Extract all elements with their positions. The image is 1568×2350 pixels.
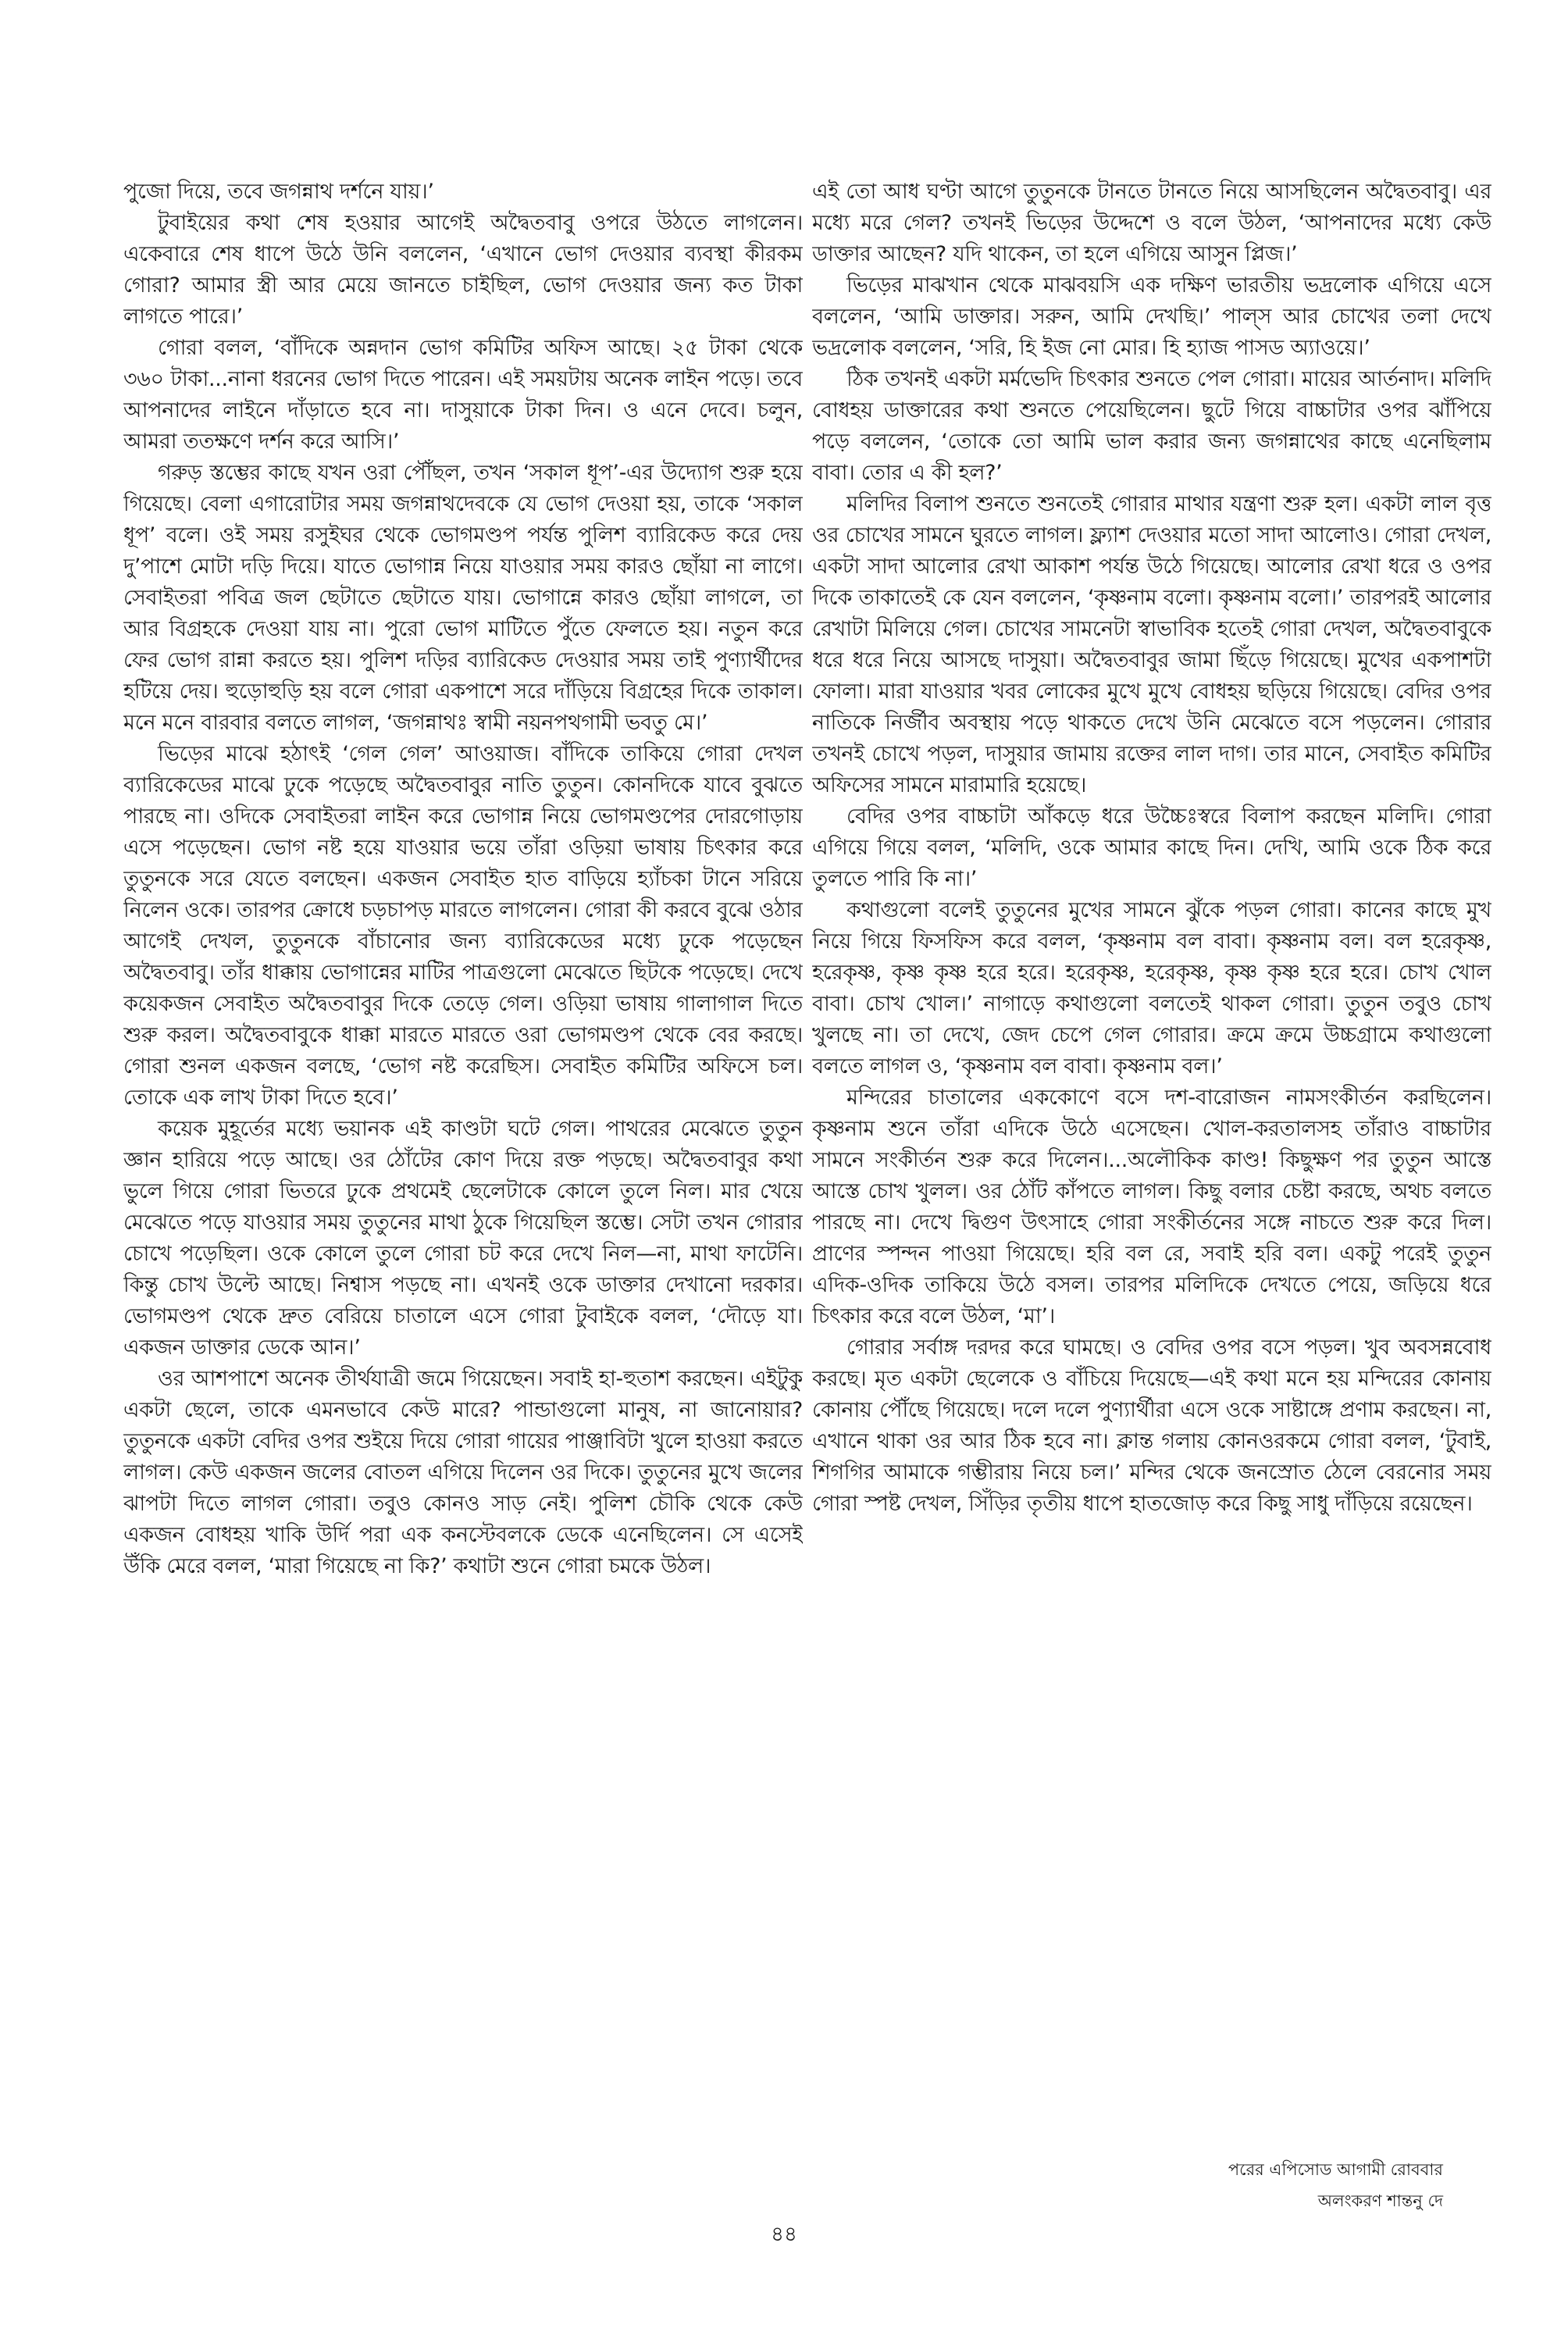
paragraph: ভিড়ের মাঝে হঠাৎই ‘গেল গেল’ আওয়াজ। বাঁদিকে তাকিয়ে গোরা দেখল ব্যারিকেডের মাঝে ঢুকে পড়েছে অদ্বৈতবাবুর নাতি তুতুন। কোনদিকে যাবে বুঝতে পারছে না। ওদিকে সেবাইতরা লাইন করে ভোগান্ন নিয়ে ভোগমণ্ডপের দোরগোড়ায় এসে পড়েছেন। ভোগ নষ্ট হয়ে যাওয়ার ভয়ে তাঁরা ওড়িয়া ভাষায় চিৎকার করে তুতুনকে সরে যেতে বলছেন। একজন সেবাইত হাত বাড়িয়ে হ্যাঁচকা টানে সরিয়ে নিলেন ওকে। তারপর ক্রোধে চড়চাপড় মারতে লাগলেন। গোরা কী করবে বুঝে ওঠার আগেই দেখল, তুতুনকে বাঁচানোর জন্য ব্যারিকেডের মধ্যে ঢুকে পড়েছেন অদ্বৈতবাবু। তাঁর ধাক্কায় ভোগান্নের মাটির পাত্রগুলো মেঝেতে ছিটকে পড়েছে। দেখে কয়েকজন সেবাইত অদ্বৈতবাবুর দিকে তেড়ে গেল। ওড়িয়া ভাষায় গালাগাল দিতে শুরু করল। অদ্বৈতবাবুকে ধাক্কা মারতে মারতে ওরা ভোগমণ্ডপ থেকে বের করছে। গোরা শুনল একজন বলছে, ‘ভোগ নষ্ট করেছিস। সেবাইত কমিটির অফিসে চল। তোকে এক লাখ টাকা দিতে হবে।’: [123, 742, 803, 1110]
paragraph: গোরা বলল, ‘বাঁদিকে অন্নদান ভোগ কমিটির অফিস আছে। ২৫ টাকা থেকে ৩৬০ টাকা...নানা ধরনের ভোগ দিতে পারেন। এই সময়টায় অনেক লাইন পড়ে। তবে আপনাদের লাইনে দাঁড়াতে হবে না। দাসুয়াকে টাকা দিন। ও এনে দেবে। চলুন, আমরা ততক্ষণে দর্শন করে আসি।’: [123, 336, 803, 454]
paragraph: ভিড়ের মাঝখান থেকে মাঝবয়সি এক দক্ষিণ ভারতীয় ভদ্রলোক এগিয়ে এসে বললেন, ‘আমি ডাক্তার। সরুন, আমি দেখছি।’ পাল্‌স আর চোখের তলা দেখে ভদ্রলোক বললেন, ‘সরি, হি ইজ নো মোর। হি হ্যাজ পাসড অ্যাওয়ে।’: [812, 273, 1491, 360]
next-episode-note: পরের এপিসোড আগামী রোববার: [1228, 2160, 1443, 2179]
paragraph: গরুড় স্তম্ভের কাছে যখন ওরা পৌঁছল, তখন ‘সকাল ধূপ’-এর উদ্যোগ শুরু হয়ে গিয়েছে। বেলা এগারোটার সময় জগন্নাথদেবকে যে ভোগ দেওয়া হয়, তাকে ‘সকাল ধূপ’ বলে। ওই সময় রসুইঘর থেকে ভোগমণ্ডপ পর্যন্ত পুলিশ ব্যারিকেড করে দেয় দু’পাশে মোটা দড়ি দিয়ে। যাতে ভোগান্ন নিয়ে যাওয়ার সময় কারও ছোঁয়া না লাগে। সেবাইতরা পবিত্র জল ছেটাতে ছেটাতে যায়। ভোগান্নে কারও ছোঁয়া লাগলে, তা আর বিগ্রহকে দেওয়া যায় না। পুরো ভোগ মাটিতে পুঁতে ফেলতে হয়। নতুন করে ফের ভোগ রান্না করতে হয়। পুলিশ দড়ির ব্যারিকেড দেওয়ার সময় তাই পুণ্যার্থীদের হটিয়ে দেয়। হুড়োহুড়ি হয় বলে গোরা একপাশে সরে দাঁড়িয়ে বিগ্রহের দিকে তাকাল। মনে মনে বারবার বলতে লাগল, ‘জগন্নাথঃ স্বামী নয়নপথগামী ভবতু মে।’: [123, 461, 803, 735]
paragraph: কথাগুলো বলেই তুতুনের মুখের সামনে ঝুঁকে পড়ল গোরা। কানের কাছে মুখ নিয়ে গিয়ে ফিসফিস করে বলল, ‘কৃষ্ণনাম বল বাবা। কৃষ্ণনাম বল। বল হরেকৃষ্ণ, হরেকৃষ্ণ, কৃষ্ণ কৃষ্ণ হরে হরে। হরেকৃষ্ণ, হরেকৃষ্ণ, কৃষ্ণ কৃষ্ণ হরে হরে। চোখ খোল বাবা। চোখ খোল।’ নাগাড়ে কথাগুলো বলতেই থাকল গোরা। তুতুন তবুও চোখ খুলছে না। তা দেখে, জেদ চেপে গেল গোরার। ক্রমে ক্রমে উচ্চগ্রামে কথাগুলো বলতে লাগল ও, ‘কৃষ্ণনাম বল বাবা। কৃষ্ণনাম বল।’: [812, 898, 1491, 1079]
paragraph: মলিদির বিলাপ শুনতে শুনতেই গোরার মাথার যন্ত্রণা শুরু হল। একটা লাল বৃত্ত ওর চোখের সামনে ঘুরতে লাগল। ফ্ল্যাশ দেওয়ার মতো সাদা আলোও। গোরা দেখল, একটা সাদা আলোর রেখা আকাশ পর্যন্ত উঠে গিয়েছে। আলোর রেখা ধরে ও ওপর দিকে তাকাতেই কে যেন বললেন, ‘কৃষ্ণনাম বলো। কৃষ্ণনাম বলো।’ তারপরই আলোর রেখাটা মিলিয়ে গেল। চোখের সামনেটা স্বাভাবিক হতেই গোরা দেখল, অদ্বৈতবাবুকে ধরে ধরে নিয়ে আসছে দাসুয়া। অদ্বৈতবাবুর জামা ছিঁড়ে গিয়েছে। মুখের একপাশটা ফোলা। মারা যাওয়ার খবর লোকের মুখে মুখে বোধহয় ছড়িয়ে গিয়েছে। বেদির ওপর নাতিকে নির্জীব অবস্থায় পড়ে থাকতে দেখে উনি মেঝেতে বসে পড়লেন। গোরার তখনই চোখে পড়ল, দাসুয়ার জামায় রক্তের লাল দাগ। তার মানে, সেবাইত কমিটির অফিসের সামনে মারামারি হয়েছে।: [812, 492, 1491, 797]
paragraph: টুবাইয়ের কথা শেষ হওয়ার আগেই অদ্বৈতবাবু ওপরে উঠতে লাগলেন। একেবারে শেষ ধাপে উঠে উনি বললেন, ‘এখানে ভোগ দেওয়ার ব্যবস্থা কীরকম গোরা? আমার স্ত্রী আর মেয়ে জানতে চাইছিল, ভোগ দেওয়ার জন্য কত টাকা লাগতে পারে।’: [123, 211, 803, 329]
right-column: [812, 177, 1491, 2191]
page-number: ৪৪: [771, 2223, 797, 2246]
paragraph: ওর আশপাশে অনেক তীর্থযাত্রী জমে গিয়েছেন। সবাই হা-হুতাশ করছেন। এইটুকু একটা ছেলে, তাকে এমনভাবে কেউ মারে? পান্ডাগুলো মানুষ, না জানোয়ার? তুতুনকে একটা বেদির ওপর শুইয়ে দিয়ে গোরা গায়ের পাঞ্জাবিটা খুলে হাওয়া করতে লাগল। কেউ একজন জলের বোতল এগিয়ে দিলেন ওর দিকে। তুতুনের মুখে জলের ঝাপটা দিতে লাগল গোরা। তবুও কোনও সাড় নেই। পুলিশ চৌকি থেকে কেউ একজন বোধহয় খাকি উর্দি পরা এক কনস্টেবলকে ডেকে এনেছিলেন। সে এসেই উঁকি মেরে বলল, ‘মারা গিয়েছে না কি?’ কথাটা শুনে গোরা চমকে উঠল।: [123, 1367, 803, 1578]
paragraph: মন্দিরের চাতালের এককোণে বসে দশ-বারোজন নামসংকীর্তন করছিলেন। কৃষ্ণনাম শুনে তাঁরা এদিকে উঠে এসেছেন। খোল-করতালসহ তাঁরাও বাচ্চাটার সামনে সংকীর্তন শুরু করে দিলেন।...অলৌকিক কাণ্ড! কিছুক্ষণ পর তুতুন আস্তে আস্তে চোখ খুলল। ওর ঠোঁট কাঁপতে লাগল। কিছু বলার চেষ্টা করছে, অথচ বলতে পারছে না। দেখে দ্বিগুণ উৎসাহে গোরা সংকীর্তনের সঙ্গে নাচতে শুরু করে দিল। প্রাণের স্পন্দন পাওয়া গিয়েছে। হরি বল রে, সবাই হরি বল। একটু পরেই তুতুন এদিক-ওদিক তাকিয়ে উঠে বসল। তারপর মলিদিকে দেখতে পেয়ে, জড়িয়ে ধরে চিৎকার করে বলে উঠল, ‘মা’।: [812, 1086, 1491, 1328]
paragraph: ঠিক তখনই একটা মর্মভেদি চিৎকার শুনতে পেল গোরা। মায়ের আর্তনাদ। মলিদি বোধহয় ডাক্তারের কথা শুনতে পেয়েছিলেন। ছুটে গিয়ে বাচ্চাটার ওপর ঝাঁপিয়ে পড়ে বললেন, ‘তোকে তো আমি ভাল করার জন্য জগন্নাথের কাছে এনেছিলাম বাবা। তোর এ কী হল?’: [812, 367, 1491, 485]
illustration-credit: অলংকরণ শান্তনু দে: [1317, 2191, 1443, 2210]
paragraph: বেদির ওপর বাচ্চাটা আঁকড়ে ধরে উচ্চৈঃস্বরে বিলাপ করছেন মলিদি। গোরা এগিয়ে গিয়ে বলল, ‘মলিদি, ওকে আমার কাছে দিন। দেখি, আমি ওকে ঠিক করে তুলতে পারি কি না।’: [812, 804, 1491, 891]
paragraph: এই তো আধ ঘণ্টা আগে তুতুনকে টানতে টানতে নিয়ে আসছিলেন অদ্বৈতবাবু। এর মধ্যে মরে গেল? তখনই ভিড়ের উদ্দেশে ও বলে উঠল, ‘আপনাদের মধ্যে কেউ ডাক্তার আছেন? যদি থাকেন, তা হলে এগিয়ে আসুন প্লিজ।’: [812, 180, 1491, 266]
credits: [1228, 2154, 1443, 2216]
paragraph: পুজো দিয়ে, তবে জগন্নাথ দর্শনে যায়।’: [123, 180, 434, 204]
left-column: [123, 177, 803, 2191]
paragraph: গোরার সর্বাঙ্গ দরদর করে ঘামছে। ও বেদির ওপর বসে পড়ল। খুব অবসন্নবোধ করছে। মৃত একটা ছেলেকে ও বাঁচিয়ে দিয়েছে—এই কথা মনে হয় মন্দিরের কোনায় কোনায় পৌঁছে গিয়েছে। দলে দলে পুণ্যার্থীরা এসে ওকে সাষ্টাঙ্গে প্রণাম করছেন। না, এখানে থাকা ওর আর ঠিক হবে না। ক্লান্ত গলায় কোনওরকমে গোরা বলল, ‘টুবাই, শিগগির আমাকে গম্ভীরায় নিয়ে চল।’ মন্দির থেকে জনস্রোত ঠেলে বেরনোর সময় গোরা স্পষ্ট দেখল, সিঁড়ির তৃতীয় ধাপে হাতজোড় করে কিছু সাধু দাঁড়িয়ে রয়েছেন।: [812, 1335, 1491, 1516]
paragraph: কয়েক মুহূর্তের মধ্যে ভয়ানক এই কাণ্ডটা ঘটে গেল। পাথরের মেঝেতে তুতুন জ্ঞান হারিয়ে পড়ে আছে। ওর ঠোঁটের কোণ দিয়ে রক্ত পড়ছে। অদ্বৈতবাবুর কথা ভুলে গিয়ে গোরা ভিতরে ঢুকে প্রথমেই ছেলেটাকে কোলে তুলে নিল। মার খেয়ে মেঝেতে পড়ে যাওয়ার সময় তুতুনের মাথা ঠুকে গিয়েছিল স্তম্ভে। সেটা তখন গোরার চোখে পড়েছিল। ওকে কোলে তুলে গোরা চট করে দেখে নিল—না, মাথা ফাটেনি। কিন্তু চোখ উল্টে আছে। নিশ্বাস পড়ছে না। এখনই ওকে ডাক্তার দেখানো দরকার। ভোগমণ্ডপ থেকে দ্রুত বেরিয়ে চাতালে এসে গোরা টুবাইকে বলল, ‘দৌড়ে যা। একজন ডাক্তার ডেকে আন।’: [123, 1117, 803, 1360]
